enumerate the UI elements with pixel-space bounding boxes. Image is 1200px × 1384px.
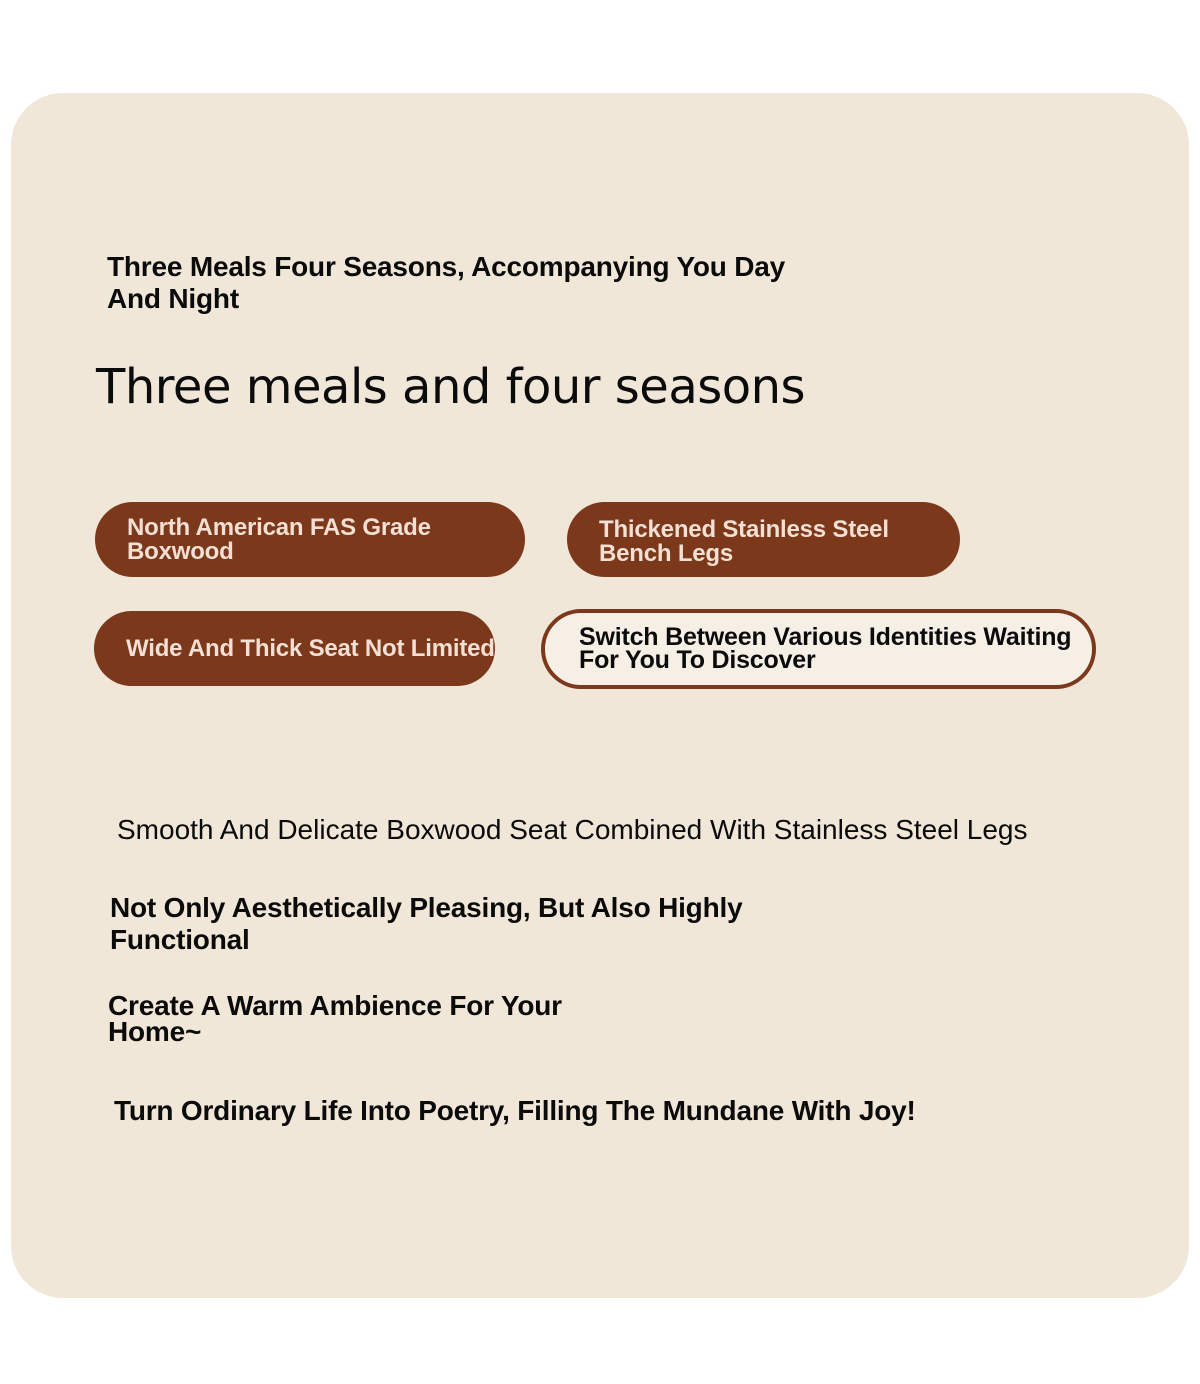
feature-pill-label: North American FAS Grade Boxwood <box>127 513 431 565</box>
feature-pill-label: Switch Between Various Identities Waiting For You To Discover <box>579 623 1072 674</box>
description-line: Turn Ordinary Life Into Poetry, Filling The Mundane With Joy! <box>114 1095 916 1126</box>
feature-pill-steel-legs <box>567 502 960 577</box>
description-line: Smooth And Delicate Boxwood Seat Combined With Stainless Steel Legs <box>117 814 1028 845</box>
feature-pill-label: Thickened Stainless Steel Bench Legs <box>599 515 889 567</box>
feature-pill-label: Wide And Thick Seat Not Limited <box>126 634 495 662</box>
feature-pill-wide-seat <box>94 611 495 686</box>
description-line: Not Only Aesthetically Pleasing, But Also Highly Functional <box>110 892 743 955</box>
page-title: Three meals and four seasons <box>96 359 806 415</box>
feature-pill-identities <box>541 609 1096 689</box>
description-line: Create A Warm Ambience For Your Home~ <box>108 990 562 1047</box>
feature-pill-boxwood <box>95 502 525 577</box>
page-headline: Three Meals Four Seasons, Accompanying You Day And Night <box>107 251 786 314</box>
